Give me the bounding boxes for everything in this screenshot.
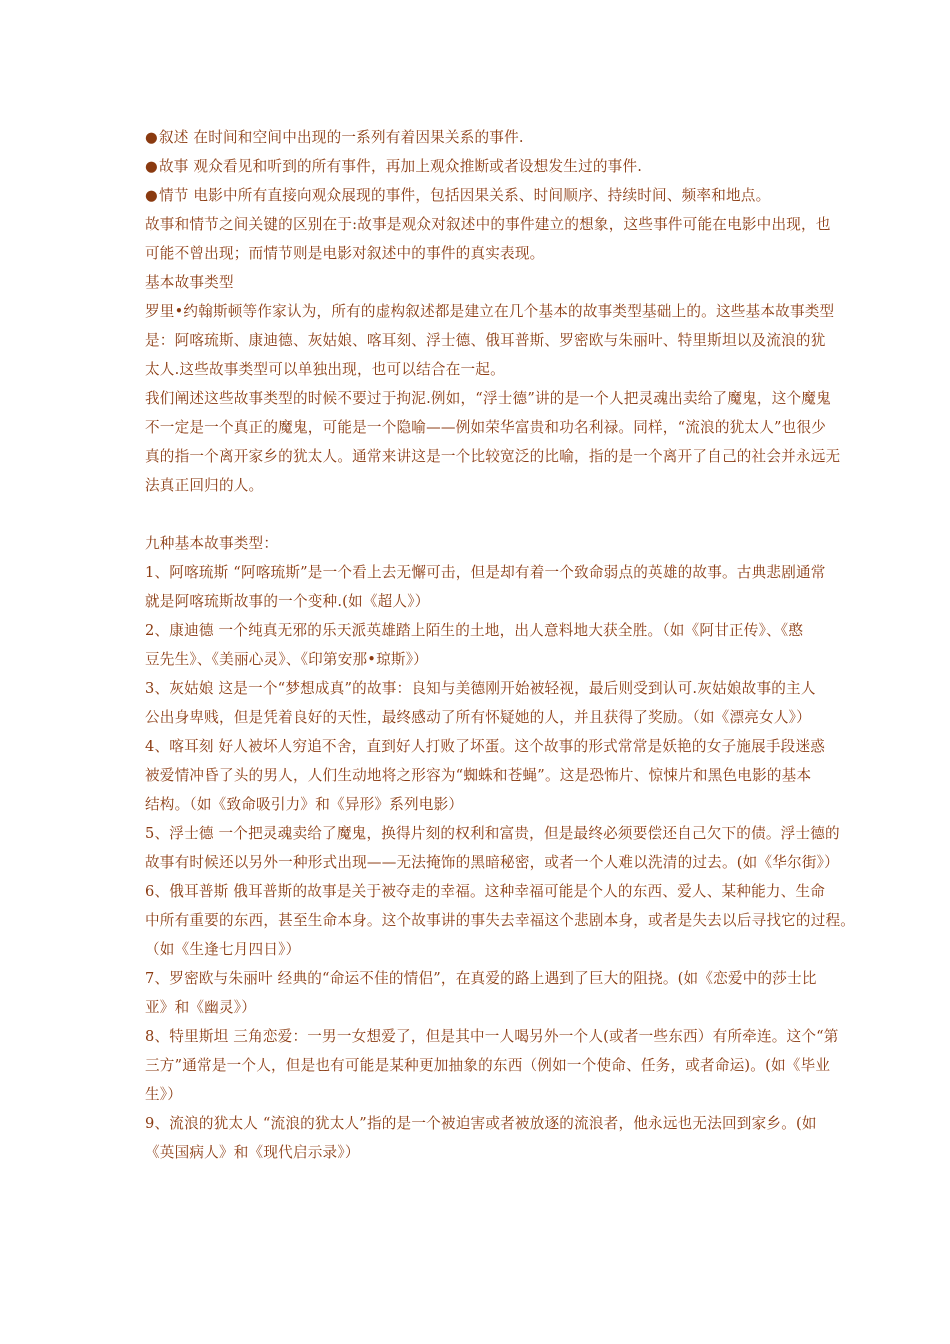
story-type-faust — [145, 819, 840, 877]
story-type-cinderella — [145, 674, 816, 732]
story-type-line: 中所有重要的东西，甚至生命本身。这个故事讲的事失去幸福这个悲剧本身，或者是失去以后寻找它的过程。 — [145, 912, 856, 929]
story-type-line: 豆先生》、《美丽心灵》、《印第安那•琼斯》） — [145, 651, 428, 668]
paragraph-line: 可能不曾出现；而情节则是电影对叙述中的事件的真实表现。 — [145, 245, 545, 262]
paragraph-line: 是：阿喀琉斯、康迪德、灰姑娘、喀耳刻、浮士德、俄耳普斯、罗密欧与朱丽叶、特里斯坦以及流浪的犹 — [145, 332, 826, 349]
paragraph-line: 太人.这些故事类型可以单独出现，也可以结合在一起。 — [145, 361, 505, 378]
story-type-line: 8、特里斯坦 三角恋爱：一男一女想爱了，但是其中一人喝另外一个人(或者一些东西）有所牵连。这个“第 — [145, 1028, 839, 1045]
paragraph-line: 不一定是一个真正的魔鬼，可能是一个隐喻——例如荣华富贵和功名利禄。同样，“流浪的犹太人”也很少 — [145, 419, 827, 436]
story-type-line: 4、喀耳刻 好人被坏人穷追不舍，直到好人打败了坏蛋。这个故事的形式常常是妖艳的女子施展手段迷惑 — [145, 738, 826, 755]
bullet-icon: ● — [145, 158, 158, 175]
story-type-orpheus — [145, 877, 856, 964]
story-type-line: 3、灰姑娘 这是一个“梦想成真”的故事：良知与美德刚开始被轻视，最后则受到认可.灰姑娘故事的主人 — [145, 680, 816, 697]
definition-text: 情节 电影中所有直接向观众展现的事件，包括因果关系、时间顺序、持续时间、频率和地点。 — [159, 187, 771, 204]
story-type-circe — [145, 732, 826, 819]
story-type-candide — [145, 616, 810, 674]
story-type-line: 公出身卑贱，但是凭着良好的天性，最终感动了所有怀疑她的人，并且获得了奖励。（如《漂亮女人》） — [145, 709, 811, 726]
story-type-line: 被爱情冲昏了头的男人，人们生动地将之形容为“蜘蛛和苍蝇”。这是恐怖片、惊悚片和黑色电影的基本 — [145, 767, 812, 784]
story-type-line: 5、浮士德 一个把灵魂卖给了魔鬼，换得片刻的权利和富贵，但是最终必须要偿还自己欠下的债。浮士德的 — [145, 825, 840, 842]
story-type-romeo-juliet — [145, 964, 817, 1022]
story-type-line: 亚》和《幽灵》） — [145, 999, 257, 1016]
nine-types-heading: 九种基本故事类型： — [145, 535, 279, 552]
definition-story — [145, 152, 810, 181]
story-type-line: 生》） — [145, 1086, 183, 1103]
paragraph-line: 罗里•约翰斯顿等作家认为，所有的虚构叙述都是建立在几个基本的故事类型基础上的。这些基本故事类型 — [145, 303, 835, 320]
bullet-icon: ● — [145, 129, 158, 146]
story-type-line: 1、阿喀琉斯 “阿喀琉斯”是一个看上去无懈可击，但是却有着一个致命弱点的英雄的故事。古典悲剧通常 — [145, 564, 826, 581]
story-type-line: 7、罗密欧与朱丽叶 经典的“命运不佳的情侣”，在真爱的路上遇到了巨大的阻挠。(如《恋爱中的莎士比 — [145, 970, 817, 987]
story-type-line: 就是阿喀琉斯故事的一个变种.(如《超人》） — [145, 593, 430, 610]
paragraph-line: 法真正回归的人。 — [145, 477, 264, 494]
story-type-line: 6、俄耳普斯 俄耳普斯的故事是关于被夺走的幸福。这种幸福可能是个人的东西、爱人、某种能力、生命 — [145, 883, 826, 900]
paragraph-line: 我们阐述这些故事类型的时候不要过于拘泥.例如，“浮士德”讲的是一个人把灵魂出卖给了魔鬼，这个魔鬼 — [145, 390, 831, 407]
definition-text: 故事 观众看见和听到的所有事件，再加上观众推断或者设想发生过的事件. — [159, 158, 643, 175]
story-type-line: 2、康迪德 一个纯真无邪的乐天派英雄踏上陌生的土地，出人意料地大获全胜。（如《阿甘正传》、《憨 — [145, 622, 804, 639]
bullet-icon: ● — [145, 187, 158, 204]
story-type-wandering-jew — [145, 1109, 817, 1167]
story-type-achilles — [145, 558, 826, 616]
paragraph-line: 故事和情节之间关键的区别在于:故事是观众对叙述中的事件建立的想象，这些事件可能在电影中出现，也 — [145, 216, 831, 233]
difference-paragraph — [145, 210, 831, 268]
paragraph-line: 真的指一个离开家乡的犹太人。通常来讲这是一个比较宽泛的比喻，指的是一个离开了自己的社会并永远无 — [145, 448, 841, 465]
story-type-line: （如《生逢七月四日》） — [145, 941, 301, 958]
intro-paragraph — [145, 297, 835, 384]
blank-line — [145, 500, 810, 529]
basic-types-heading: 基本故事类型 — [145, 274, 234, 291]
definition-text: 叙述 在时间和空间中出现的一系列有着因果关系的事件. — [159, 129, 524, 146]
document-page — [145, 123, 856, 1167]
caution-paragraph — [145, 384, 841, 500]
story-type-tristan — [145, 1022, 839, 1109]
story-type-line: 《英国病人》和《现代启示录》） — [145, 1144, 360, 1161]
definition-narration — [145, 123, 810, 152]
story-type-line: 三方”通常是一个人，但是也有可能是某种更加抽象的东西（例如一个使命、任务，或者命运)。(如《毕业 — [145, 1057, 831, 1074]
story-type-line: 故事有时候还以另外一种形式出现——无法掩饰的黑暗秘密，或者一个人难以洗清的过去。(如《华尔街》） — [145, 854, 839, 871]
definition-plot — [145, 181, 810, 210]
story-type-line: 9、流浪的犹太人 “流浪的犹太人”指的是一个被迫害或者被放逐的流浪者，他永远也无法回到家乡。(如 — [145, 1115, 817, 1132]
story-type-line: 结构。（如《致命吸引力》和《异形》系列电影） — [145, 796, 464, 813]
